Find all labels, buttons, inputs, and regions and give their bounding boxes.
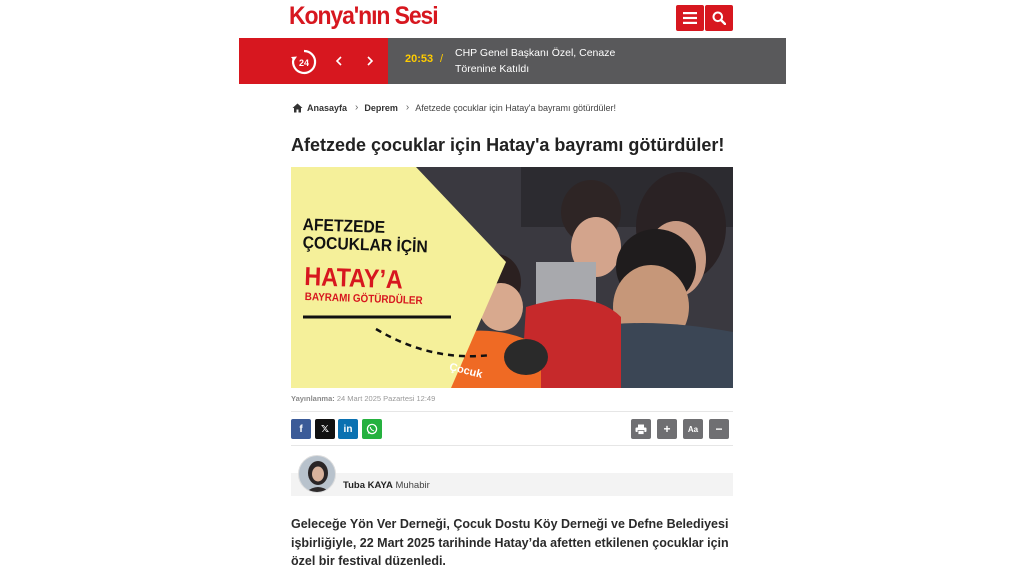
print-icon (635, 424, 647, 435)
hero-text-line: HATAY’A (303, 261, 404, 295)
home-icon (292, 103, 303, 113)
increase-font-button[interactable] (657, 419, 677, 439)
svg-text:24: 24 (298, 58, 310, 68)
breadcrumb-chevron-icon: › (405, 102, 410, 113)
decrease-font-button[interactable] (709, 419, 729, 439)
linkedin-icon: in (343, 423, 353, 435)
breadcrumb-category-link[interactable]: Deprem (364, 102, 398, 113)
hero-text-line: BAYRAMI GÖTÜRDÜLER (304, 291, 423, 308)
publish-info (291, 394, 435, 403)
author-name[interactable]: Tuba KAYA (343, 480, 393, 491)
news-ticker (239, 38, 786, 84)
hero-text-line: AFETZEDE (302, 215, 386, 237)
share-linkedin-button[interactable] (338, 419, 358, 439)
ticker-prev-button[interactable] (330, 51, 348, 71)
plus-icon: + (663, 422, 671, 436)
ticker-next-button[interactable] (361, 51, 379, 71)
breadcrumb-chevron-icon: › (355, 102, 359, 113)
share-facebook-button[interactable] (291, 419, 311, 439)
divider (291, 445, 733, 446)
ticker-headline-link[interactable]: CHP Genel Başkanı Özel, Cenaze Törenine Katıldı (455, 47, 616, 75)
author-role: Muhabir (395, 480, 430, 491)
site-logo[interactable]: Konya'nın Sesi (289, 2, 438, 30)
author-avatar[interactable] (298, 455, 336, 493)
article-title: Afetzede çocuklar için Hatay'a bayramı götürdüler! (291, 135, 725, 155)
ticker-time: 20:53 (405, 53, 434, 65)
search-button[interactable] (705, 5, 733, 31)
whatsapp-icon (366, 423, 378, 435)
print-button[interactable] (631, 419, 651, 439)
chevron-right-icon (366, 56, 374, 66)
breadcrumb (292, 102, 616, 113)
font-size-button[interactable] (683, 419, 703, 439)
hero-text-line: ÇOCUKLAR İÇİN (302, 233, 429, 257)
share-x-button[interactable] (315, 419, 335, 439)
x-icon: 𝕏 (320, 423, 330, 435)
hamburger-icon (683, 12, 697, 24)
divider (291, 411, 733, 412)
author-info (343, 480, 430, 491)
chevron-left-icon (335, 56, 343, 66)
share-whatsapp-button[interactable] (362, 419, 382, 439)
breadcrumb-current: Afetzede çocuklar için Hatay'a bayramı götürdüler! (415, 102, 617, 113)
hero-tshirt-text: Çocuk (448, 361, 484, 381)
ticker-control-panel (239, 38, 388, 84)
search-icon (712, 11, 726, 25)
font-size-icon: Aa (687, 424, 699, 434)
breadcrumb-home-link[interactable]: Anasayfa (307, 102, 348, 113)
ticker-separator: / (440, 53, 444, 65)
facebook-icon: f (299, 423, 303, 435)
menu-button[interactable] (676, 5, 704, 31)
article-lead: Geleceğe Yön Ver Derneği, Çocuk Dostu Köy Derneği ve Defne Belediyesi işbirliğiyle, 22 Mart 2025 tarihinde Hatay’da afetten etkilenen çocuklar için özel bir festival düzenledi. (291, 517, 729, 568)
24-hour-icon (290, 48, 318, 76)
publish-label: Yayınlanma: (291, 394, 335, 403)
publish-date: 24 Mart 2025 Pazartesi 12:49 (336, 394, 436, 403)
article-hero-image[interactable] (291, 167, 733, 388)
minus-icon: − (715, 422, 723, 436)
